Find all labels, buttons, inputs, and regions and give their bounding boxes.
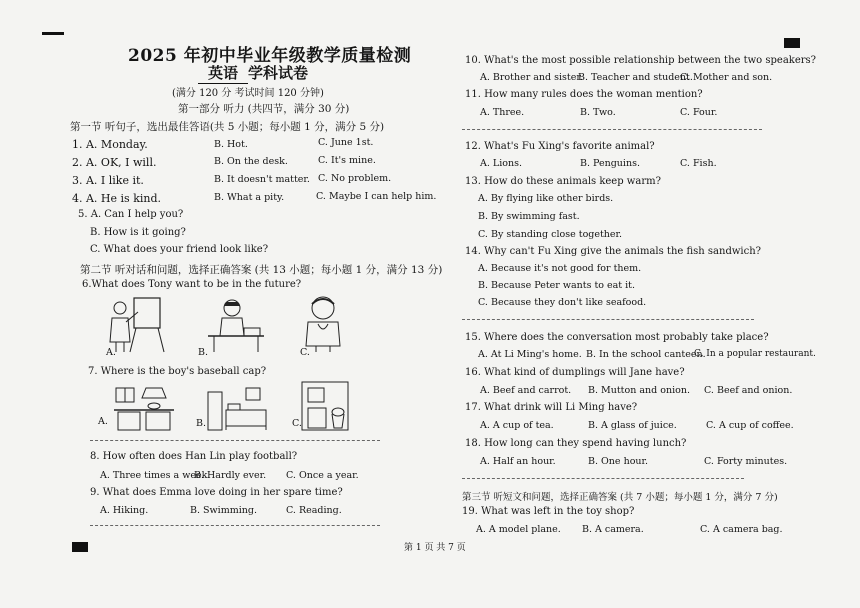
exam-info: (满分 120 分 考试时间 120 分钟) [172, 88, 324, 99]
q7-picture-b-bedroom [206, 384, 270, 432]
q9-question: 9. What does Emma love doing in her spare time? [90, 487, 343, 498]
q2-b: B. On the desk. [214, 156, 288, 167]
q13-option-b: B. By swimming fast. [478, 211, 580, 222]
q8-option-a: A. Three times a week. [100, 470, 211, 481]
q19-option-b: B. A camera. [582, 524, 644, 535]
q3-a: 3. A. I like it. [72, 174, 144, 187]
q10-question: 10. What's the most possible relationship between the two speakers? [465, 55, 817, 66]
q4-b: B. What a pity. [214, 192, 285, 203]
separator-line [462, 478, 744, 479]
part-one-heading: 第一部分 听力 (共四节，满分 30 分) [178, 103, 350, 115]
q8-question: 8. How often does Han Lin play football? [90, 451, 298, 462]
q8-option-b: B. Hardly ever. [194, 470, 267, 481]
q16-option-c: C. Beef and onion. [704, 385, 793, 396]
q12-option-c: C. Fish. [680, 158, 717, 169]
section1-heading: 第一节 听句子，选出最佳答语(共 5 小题；每小题 1 分，满分 5 分) [70, 121, 385, 133]
q7-picture-c-bathroom [300, 380, 350, 432]
q7-picture-a-kitchen [112, 384, 176, 432]
q10-option-b: B. Teacher and student. [578, 72, 693, 83]
q12-option-a: A. Lions. [480, 158, 522, 169]
q7-label-b: B. [196, 418, 207, 429]
q18-option-c: C. Forty minutes. [704, 456, 788, 467]
section2-heading: 第二节 听对话和问题，选择正确答案 (共 13 小题；每小题 1 分，满分 13 分) [80, 264, 443, 276]
q12-option-b: B. Penguins. [580, 158, 640, 169]
q17-option-c: C. A cup of coffee. [706, 420, 794, 431]
subject-suffix: 学科试卷 [248, 64, 309, 82]
q9-option-b: B. Swimming. [190, 505, 257, 516]
q7-label-a: A. [98, 416, 108, 427]
q6-label-a: A. [106, 347, 116, 358]
q11-option-c: C. Four. [680, 107, 718, 118]
separator-line [462, 319, 754, 320]
separator-line [90, 440, 380, 441]
subject-name: 英语 [198, 62, 248, 84]
q4-c: C. Maybe I can help him. [316, 191, 437, 202]
q14-option-b: B. Because Peter wants to eat it. [478, 280, 636, 291]
q13-option-c: C. By standing close together. [478, 229, 623, 240]
q6-picture-c-doctor [298, 294, 348, 354]
q6-label-b: B. [198, 347, 209, 358]
q16-option-b: B. Mutton and onion. [588, 385, 690, 396]
q18-question: 18. How long can they spend having lunch? [465, 438, 687, 449]
q6-picture-b-writer [204, 296, 268, 354]
q6-picture-a-painter [106, 296, 170, 354]
q16-option-a: A. Beef and carrot. [480, 385, 572, 396]
q19-option-a: A. A model plane. [476, 524, 561, 535]
q10-option-c: C. Mother and son. [680, 72, 773, 83]
q2-c: C. It's mine. [318, 155, 376, 166]
exam-subject-line [198, 62, 308, 84]
q7-question: 7. Where is the boy's baseball cap? [88, 366, 267, 377]
q15-question: 15. Where does the conversation most probably take place? [465, 332, 769, 343]
q13-question: 13. How do these animals keep warm? [465, 176, 661, 187]
q11-option-a: A. Three. [480, 107, 525, 118]
registration-mark-top-left [42, 32, 64, 35]
q14-question: 14. Why can't Fu Xing give the animals the fish sandwich? [465, 246, 762, 257]
separator-line [462, 129, 762, 130]
q12-question: 12. What's Fu Xing's favorite animal? [465, 141, 655, 152]
q11-option-b: B. Two. [580, 107, 616, 118]
q14-option-a: A. Because it's not good for them. [478, 263, 642, 274]
q17-question: 17. What drink will Li Ming have? [465, 402, 638, 413]
registration-mark-top-right [784, 38, 800, 48]
q1-a: 1. A. Monday. [72, 138, 148, 151]
q19-option-c: C. A camera bag. [700, 524, 783, 535]
q9-option-a: A. Hiking. [100, 505, 149, 516]
q18-option-b: B. One hour. [588, 456, 649, 467]
q3-c: C. No problem. [318, 173, 392, 184]
q6-question: 6.What does Tony want to be in the future? [82, 279, 302, 290]
q18-option-a: A. Half an hour. [480, 456, 556, 467]
q2-a: 2. A. OK, I will. [72, 156, 157, 169]
q6-label-c: C. [300, 347, 310, 358]
q1-c: C. June 1st. [318, 137, 374, 148]
q15-option-b: B. In the school canteen. [586, 349, 706, 360]
q15-option-c: C. In a popular restaurant. [694, 349, 816, 359]
q7-label-c: C. [292, 418, 302, 429]
q15-option-a: A. At Li Ming's home. [478, 349, 582, 360]
q8-option-c: C. Once a year. [286, 470, 359, 481]
q1-b: B. Hot. [214, 139, 248, 150]
separator-line [90, 525, 380, 526]
q17-option-a: A. A cup of tea. [480, 420, 554, 431]
q9-option-c: C. Reading. [286, 505, 342, 516]
q14-option-c: C. Because they don't like seafood. [478, 297, 647, 308]
q13-option-a: A. By flying like other birds. [478, 193, 614, 204]
registration-mark-bottom-left [72, 542, 88, 552]
q5-c: C. What does your friend look like? [90, 244, 269, 255]
q5-b: B. How is it going? [90, 227, 186, 238]
q17-option-b: B. A glass of juice. [588, 420, 677, 431]
q3-b: B. It doesn't matter. [214, 174, 310, 185]
section3-heading: 第三节 听短文和问题，选择正确答案 (共 7 小题；每小题 1 分，满分 7 分) [462, 492, 778, 503]
page-number: 第 1 页 共 7 页 [404, 543, 466, 553]
q4-a: 4. A. He is kind. [72, 192, 161, 205]
q16-question: 16. What kind of dumplings will Jane have? [465, 367, 685, 378]
q10-option-a: A. Brother and sister. [480, 72, 583, 83]
exam-title: 2025 年初中毕业年级教学质量检测 [128, 46, 412, 66]
q19-question: 19. What was left in the toy shop? [462, 506, 635, 517]
q5-a: 5. A. Can I help you? [78, 209, 184, 220]
q11-question: 11. How many rules does the woman mention? [465, 89, 703, 100]
